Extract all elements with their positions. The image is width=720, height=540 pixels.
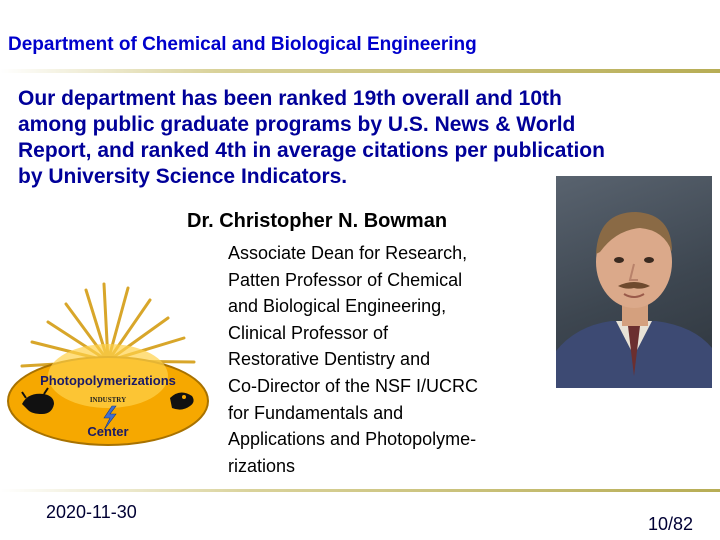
person-bio (228, 240, 548, 479)
person-name: Dr. Christopher N. Bowman (187, 210, 448, 232)
headline-line: by University Science Indicators. (18, 165, 348, 188)
headline-text (18, 86, 708, 190)
footer-date: 2020-11-30 (46, 502, 137, 522)
bio-line: Patten Professor of Chemical (228, 269, 463, 290)
headline-line: among public graduate programs by U.S. News & World (18, 113, 576, 136)
portrait-illustration (556, 176, 712, 388)
bio-line: rizations (228, 455, 296, 476)
headline-line: Our department has been ranked 19th overall and 10th (18, 87, 562, 110)
bio-line: Co-Director of the NSF I/UCRC (228, 375, 479, 396)
portrait-photo (556, 176, 712, 388)
photopolymerizations-center-logo (0, 276, 215, 451)
bio-line: and Biological Engineering, (228, 296, 447, 317)
header-divider (0, 69, 720, 73)
headline-line: Report, and ranked 4th in average citations per publication (18, 139, 605, 162)
bio-line: Associate Dean for Research, (228, 243, 468, 263)
logo-top-text: Photopolymerizations (40, 373, 176, 388)
logo-middle-text: INDUSTRY (89, 396, 127, 404)
bio-line: Clinical Professor of (228, 322, 389, 343)
page-number: 10/82 (648, 514, 694, 534)
bio-line: Applications and Photopolyme- (228, 429, 477, 450)
bio-line: for Fundamentals and (228, 402, 404, 423)
footer-divider (0, 489, 720, 492)
logo-bottom-text: Center (87, 424, 129, 439)
slide-header-title: Department of Chemical and Biological Engineering (8, 34, 477, 55)
bio-line: Restorative Dentistry and (228, 349, 431, 370)
